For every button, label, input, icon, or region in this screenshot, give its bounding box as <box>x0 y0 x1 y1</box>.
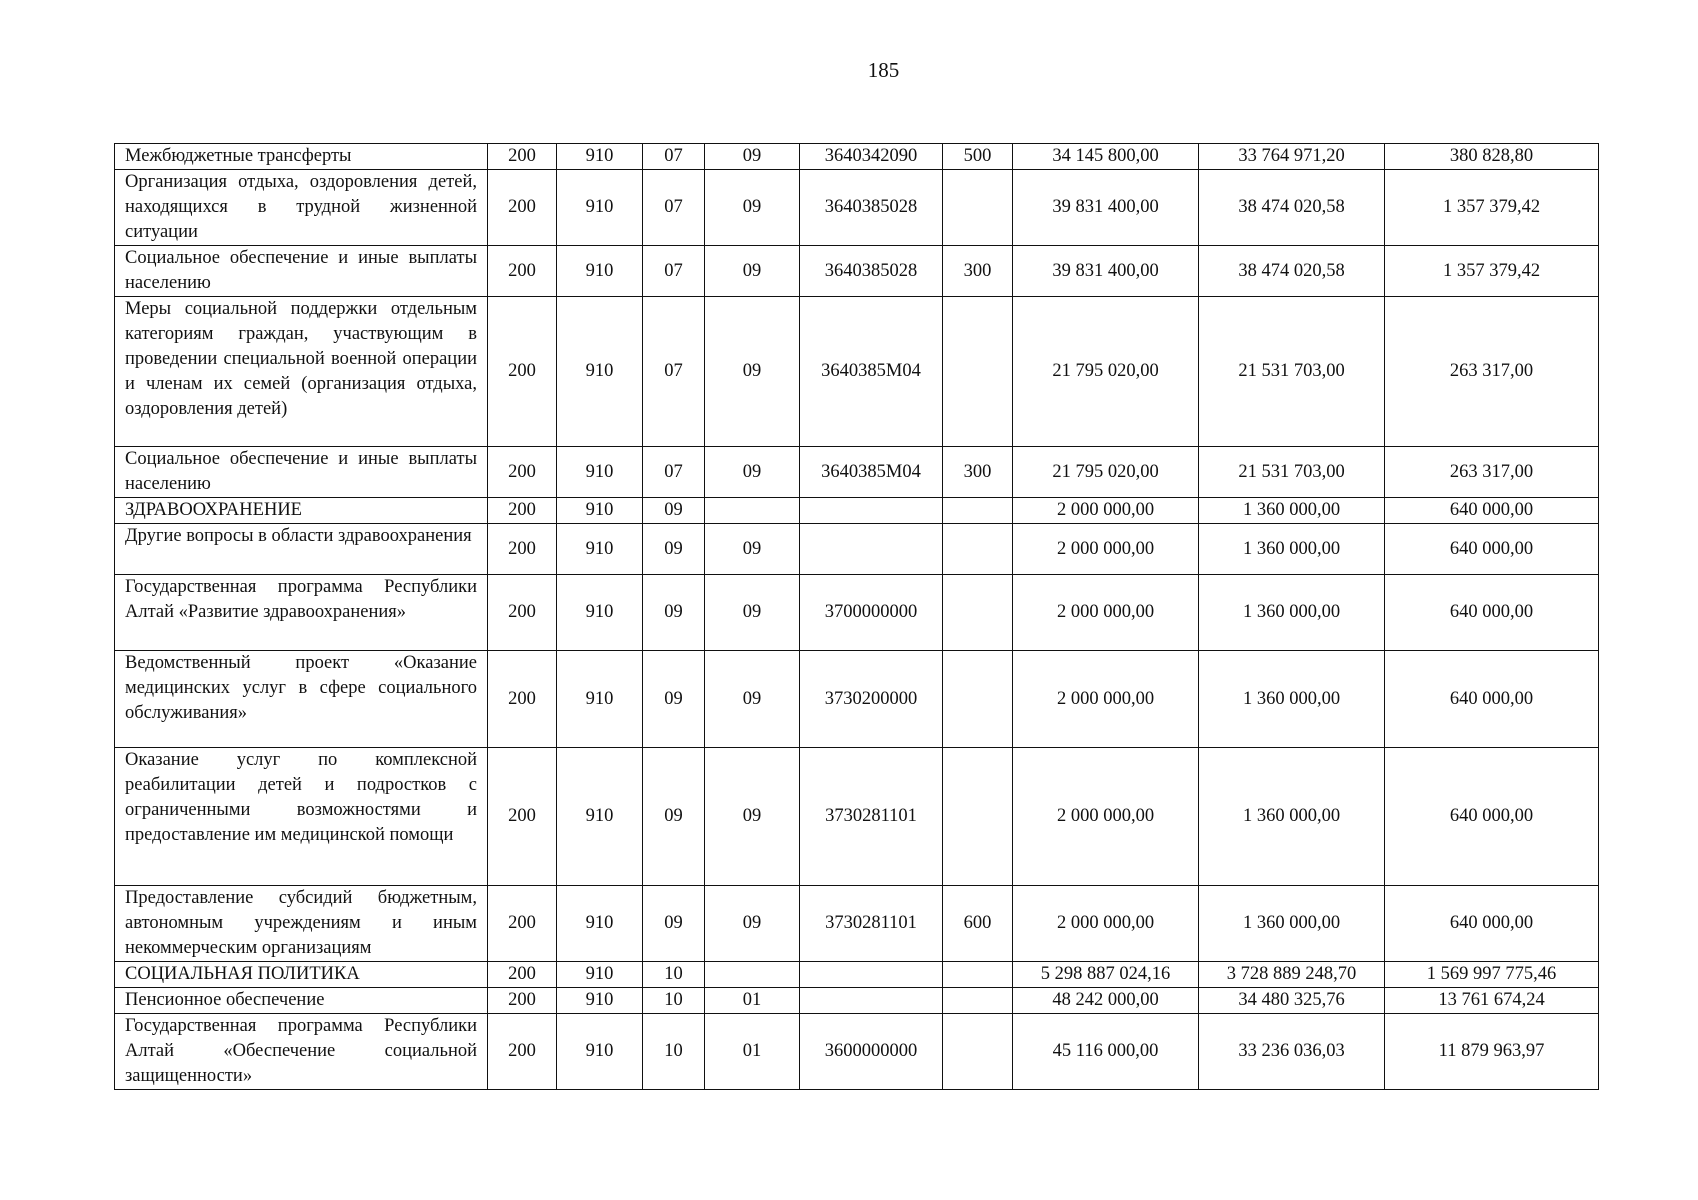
cell-code: 09 <box>705 447 800 498</box>
cell-amount: 640 000,00 <box>1385 886 1599 962</box>
cell-code: 3640385028 <box>800 170 943 246</box>
cell-code <box>800 962 943 988</box>
cell-amount: 21 795 020,00 <box>1013 447 1199 498</box>
cell-code: 910 <box>557 962 643 988</box>
cell-code: 09 <box>643 748 705 886</box>
cell-amount: 38 474 020,58 <box>1199 246 1385 297</box>
cell-code: 910 <box>557 988 643 1014</box>
cell-amount: 21 531 703,00 <box>1199 447 1385 498</box>
table-row <box>115 651 1599 748</box>
cell-code: 09 <box>643 651 705 748</box>
cell-code: 10 <box>643 988 705 1014</box>
cell-code: 200 <box>488 447 557 498</box>
table-row <box>115 748 1599 886</box>
cell-amount: 33 236 036,03 <box>1199 1014 1385 1090</box>
cell-code: 07 <box>643 447 705 498</box>
cell-code: 200 <box>488 297 557 447</box>
cell-code: 600 <box>943 886 1013 962</box>
budget-table <box>114 143 1599 1090</box>
cell-code: 09 <box>705 170 800 246</box>
cell-code: 910 <box>557 447 643 498</box>
cell-code: 300 <box>943 447 1013 498</box>
cell-code <box>943 170 1013 246</box>
cell-code: 200 <box>488 144 557 170</box>
cell-amount: 39 831 400,00 <box>1013 246 1199 297</box>
cell-code: 09 <box>705 748 800 886</box>
cell-code: 910 <box>557 575 643 651</box>
cell-code <box>943 498 1013 524</box>
row-name: ЗДРАВООХРАНЕНИЕ <box>115 498 488 524</box>
row-name: Государственная программа Республики Алтай «Развитие здравоохранения» <box>115 575 488 651</box>
row-name: Пенсионное обеспечение <box>115 988 488 1014</box>
cell-amount: 34 480 325,76 <box>1199 988 1385 1014</box>
row-name: Другие вопросы в области здравоохранения <box>115 524 488 575</box>
cell-code: 01 <box>705 1014 800 1090</box>
cell-amount: 13 761 674,24 <box>1385 988 1599 1014</box>
cell-code: 300 <box>943 246 1013 297</box>
cell-amount: 1 360 000,00 <box>1199 524 1385 575</box>
cell-code: 07 <box>643 246 705 297</box>
cell-amount: 21 795 020,00 <box>1013 297 1199 447</box>
cell-amount: 33 764 971,20 <box>1199 144 1385 170</box>
cell-code <box>943 297 1013 447</box>
cell-code: 09 <box>705 144 800 170</box>
cell-amount: 640 000,00 <box>1385 524 1599 575</box>
cell-amount: 11 879 963,97 <box>1385 1014 1599 1090</box>
cell-code: 910 <box>557 524 643 575</box>
cell-code <box>943 651 1013 748</box>
row-name: Межбюджетные трансферты <box>115 144 488 170</box>
row-name: Оказание услуг по комплексной реабилитации детей и подростков с ограниченными возможностями и предоставление им медицинской помощи <box>115 748 488 886</box>
cell-amount: 1 569 997 775,46 <box>1385 962 1599 988</box>
cell-amount: 48 242 000,00 <box>1013 988 1199 1014</box>
cell-code: 500 <box>943 144 1013 170</box>
table-row <box>115 524 1599 575</box>
cell-code <box>943 988 1013 1014</box>
cell-amount: 5 298 887 024,16 <box>1013 962 1199 988</box>
cell-code <box>943 962 1013 988</box>
table-row <box>115 170 1599 246</box>
cell-code: 200 <box>488 524 557 575</box>
cell-code: 200 <box>488 575 557 651</box>
cell-code: 910 <box>557 498 643 524</box>
row-name: Предоставление субсидий бюджетным, автономным учреждениям и иным некоммерческим организациям <box>115 886 488 962</box>
cell-amount: 263 317,00 <box>1385 447 1599 498</box>
cell-code: 3600000000 <box>800 1014 943 1090</box>
cell-amount: 34 145 800,00 <box>1013 144 1199 170</box>
cell-amount: 263 317,00 <box>1385 297 1599 447</box>
table-row <box>115 144 1599 170</box>
row-name: Социальное обеспечение и иные выплаты населению <box>115 447 488 498</box>
cell-code: 10 <box>643 962 705 988</box>
table-row <box>115 962 1599 988</box>
cell-amount: 1 360 000,00 <box>1199 886 1385 962</box>
cell-amount: 2 000 000,00 <box>1013 524 1199 575</box>
cell-code <box>943 1014 1013 1090</box>
cell-code: 3640385028 <box>800 246 943 297</box>
row-name: Социальное обеспечение и иные выплаты населению <box>115 246 488 297</box>
budget-table-body <box>115 144 1599 1090</box>
cell-code: 910 <box>557 886 643 962</box>
cell-code <box>800 498 943 524</box>
cell-code: 09 <box>643 498 705 524</box>
cell-amount: 1 360 000,00 <box>1199 575 1385 651</box>
cell-amount: 45 116 000,00 <box>1013 1014 1199 1090</box>
cell-amount: 640 000,00 <box>1385 498 1599 524</box>
cell-amount: 1 360 000,00 <box>1199 498 1385 524</box>
row-name: Меры социальной поддержки отдельным категориям граждан, участвующим в проведении специальной военной операции и членам их семей (организация отдыха, оздоровления детей) <box>115 297 488 447</box>
cell-amount: 380 828,80 <box>1385 144 1599 170</box>
row-name: Организация отдыха, оздоровления детей, находящихся в трудной жизненной ситуации <box>115 170 488 246</box>
cell-code: 3730281101 <box>800 886 943 962</box>
page-number: 185 <box>867 58 900 82</box>
cell-code: 09 <box>705 575 800 651</box>
cell-amount: 640 000,00 <box>1385 575 1599 651</box>
cell-code: 910 <box>557 651 643 748</box>
cell-code <box>800 524 943 575</box>
cell-amount: 39 831 400,00 <box>1013 170 1199 246</box>
cell-amount: 38 474 020,58 <box>1199 170 1385 246</box>
table-row <box>115 988 1599 1014</box>
table-row <box>115 246 1599 297</box>
cell-code: 3700000000 <box>800 575 943 651</box>
cell-amount: 1 357 379,42 <box>1385 170 1599 246</box>
cell-code: 09 <box>643 575 705 651</box>
cell-amount: 640 000,00 <box>1385 748 1599 886</box>
cell-code: 200 <box>488 962 557 988</box>
cell-code: 10 <box>643 1014 705 1090</box>
table-row <box>115 297 1599 447</box>
cell-code <box>943 575 1013 651</box>
table-row <box>115 447 1599 498</box>
cell-code <box>943 748 1013 886</box>
cell-code <box>800 988 943 1014</box>
row-name: СОЦИАЛЬНАЯ ПОЛИТИКА <box>115 962 488 988</box>
cell-amount: 1 357 379,42 <box>1385 246 1599 297</box>
cell-code: 09 <box>705 524 800 575</box>
cell-code: 07 <box>643 144 705 170</box>
cell-code: 200 <box>488 170 557 246</box>
cell-code: 09 <box>643 886 705 962</box>
cell-amount: 2 000 000,00 <box>1013 748 1199 886</box>
cell-code <box>705 498 800 524</box>
cell-code: 07 <box>643 170 705 246</box>
cell-amount: 640 000,00 <box>1385 651 1599 748</box>
cell-code: 910 <box>557 1014 643 1090</box>
cell-code: 200 <box>488 246 557 297</box>
cell-code: 3640385М04 <box>800 297 943 447</box>
cell-code: 200 <box>488 748 557 886</box>
cell-code: 3640385М04 <box>800 447 943 498</box>
cell-amount: 2 000 000,00 <box>1013 651 1199 748</box>
cell-code: 09 <box>643 524 705 575</box>
cell-amount: 2 000 000,00 <box>1013 886 1199 962</box>
cell-amount: 1 360 000,00 <box>1199 651 1385 748</box>
cell-code: 200 <box>488 651 557 748</box>
cell-code: 200 <box>488 988 557 1014</box>
cell-code: 07 <box>643 297 705 447</box>
cell-code: 3640342090 <box>800 144 943 170</box>
cell-code: 09 <box>705 246 800 297</box>
cell-code: 910 <box>557 144 643 170</box>
table-row <box>115 886 1599 962</box>
cell-code: 910 <box>557 297 643 447</box>
cell-code <box>705 962 800 988</box>
cell-amount: 2 000 000,00 <box>1013 498 1199 524</box>
cell-code: 3730200000 <box>800 651 943 748</box>
cell-code: 910 <box>557 246 643 297</box>
cell-amount: 2 000 000,00 <box>1013 575 1199 651</box>
cell-amount: 1 360 000,00 <box>1199 748 1385 886</box>
cell-code: 01 <box>705 988 800 1014</box>
table-row <box>115 575 1599 651</box>
cell-code: 09 <box>705 297 800 447</box>
cell-code: 910 <box>557 748 643 886</box>
cell-code: 09 <box>705 651 800 748</box>
cell-code <box>943 524 1013 575</box>
cell-code: 09 <box>705 886 800 962</box>
table-row <box>115 498 1599 524</box>
cell-code: 3730281101 <box>800 748 943 886</box>
row-name: Государственная программа Республики Алтай «Обеспечение социальной защищенности» <box>115 1014 488 1090</box>
table-row <box>115 1014 1599 1090</box>
cell-code: 910 <box>557 170 643 246</box>
row-name: Ведомственный проект «Оказание медицинских услуг в сфере социального обслуживания» <box>115 651 488 748</box>
cell-code: 200 <box>488 886 557 962</box>
cell-amount: 3 728 889 248,70 <box>1199 962 1385 988</box>
cell-amount: 21 531 703,00 <box>1199 297 1385 447</box>
cell-code: 200 <box>488 1014 557 1090</box>
cell-code: 200 <box>488 498 557 524</box>
